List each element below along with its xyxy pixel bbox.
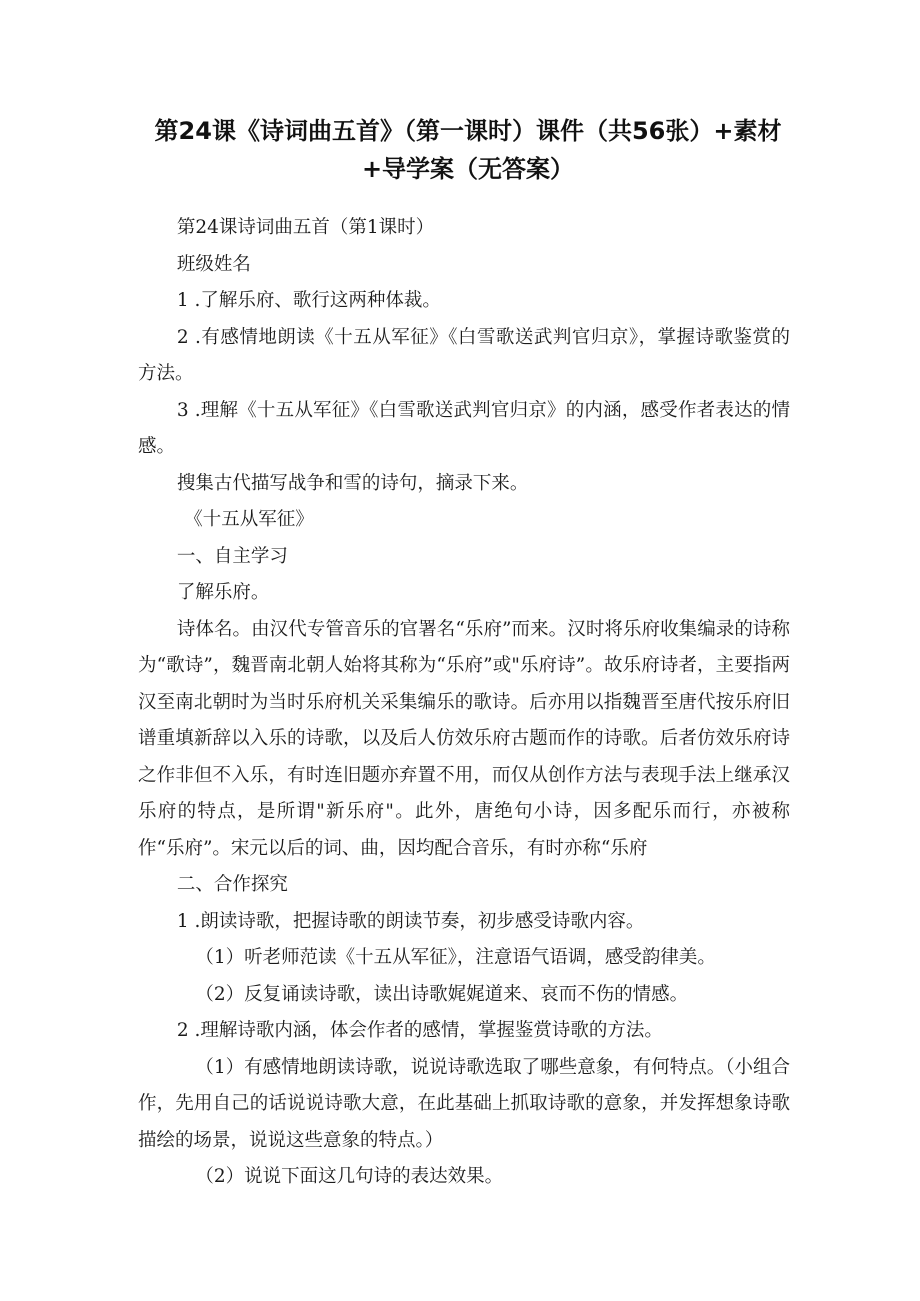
yuefu-paragraph: 诗体名。由汉代专管音乐的官署名“乐府”而来。汉时将乐府收集编录的诗称为“歌诗”，魏晋南北朝人始将其称为“乐府”或"乐府诗”。故乐府诗者，主要指两汉至南北朝时为当时乐府机关采集编乐的歌诗。后亦用以指魏晋至唐代按乐府旧谱重填新辞以入乐的诗歌，以及后人仿效乐府古题而作的诗歌。后者仿效乐府诗之作非但不入乐，有时连旧题亦弃置不用，而仅从创作方法与表现手法上继承汉乐府的特点，是所谓"新乐府"。此外，唐绝句小诗，因多配乐而行，亦被称作“乐府”。宋元以后的词、曲，因均配合音乐，有时亦称“乐府 [138, 618, 790, 859]
document-body [138, 210, 790, 1196]
lesson-subtitle: 第24课诗词曲五首（第1课时） [176, 217, 435, 238]
section-heading: 二、合作探究 [176, 874, 288, 895]
goal-item: 3 .理解《十五从军征》《白雪歌送武判官归京》的内涵，感受作者表达的情感。 [138, 399, 790, 457]
subtask-item: （2）反复诵读诗歌，读出诗歌娓娓道来、哀而不伤的情感。 [195, 983, 689, 1005]
preview-task: 搜集古代描写战争和雪的诗句，摘录下来。 [176, 472, 529, 494]
learn-yuefu: 了解乐府。 [176, 582, 270, 603]
task-item: 2 .理解诗歌内涵，体会作者的感情，掌握鉴赏诗歌的方法。 [176, 1020, 663, 1041]
subtask-item: （1）听老师范读《十五从军征》，注意语气语调，感受韵律美。 [195, 947, 716, 968]
section-heading: 一、自主学习 [176, 545, 288, 567]
class-name-line: 班级姓名 [176, 253, 251, 275]
goal-item: 2 .有感情地朗读《十五从军征》《白雪歌送武判官归京》，掌握诗歌鉴赏的方法。 [138, 326, 790, 384]
goal-item: 1 .了解乐府、歌行这两种体裁。 [176, 290, 441, 311]
subtask-item: （2）说说下面这几句诗的表达效果。 [195, 1166, 504, 1187]
document-title: 第24课《诗词曲五首》（第一课时）课件（共56张）+素材+导学案（无答案） [154, 117, 782, 183]
task-item: 1 .朗读诗歌，把握诗歌的朗读节奏，初步感受诗歌内容。 [176, 910, 645, 932]
poem-title: 《十五从军征》 [184, 509, 314, 530]
subtask-item: （1）有感情地朗读诗歌，说说诗歌选取了哪些意象，有何特点。（小组合作，先用自己的话说说诗歌大意，在此基础上抓取诗歌的意象，并发挥想象诗歌描绘的场景，说说这些意象的特点。） [138, 1056, 790, 1151]
